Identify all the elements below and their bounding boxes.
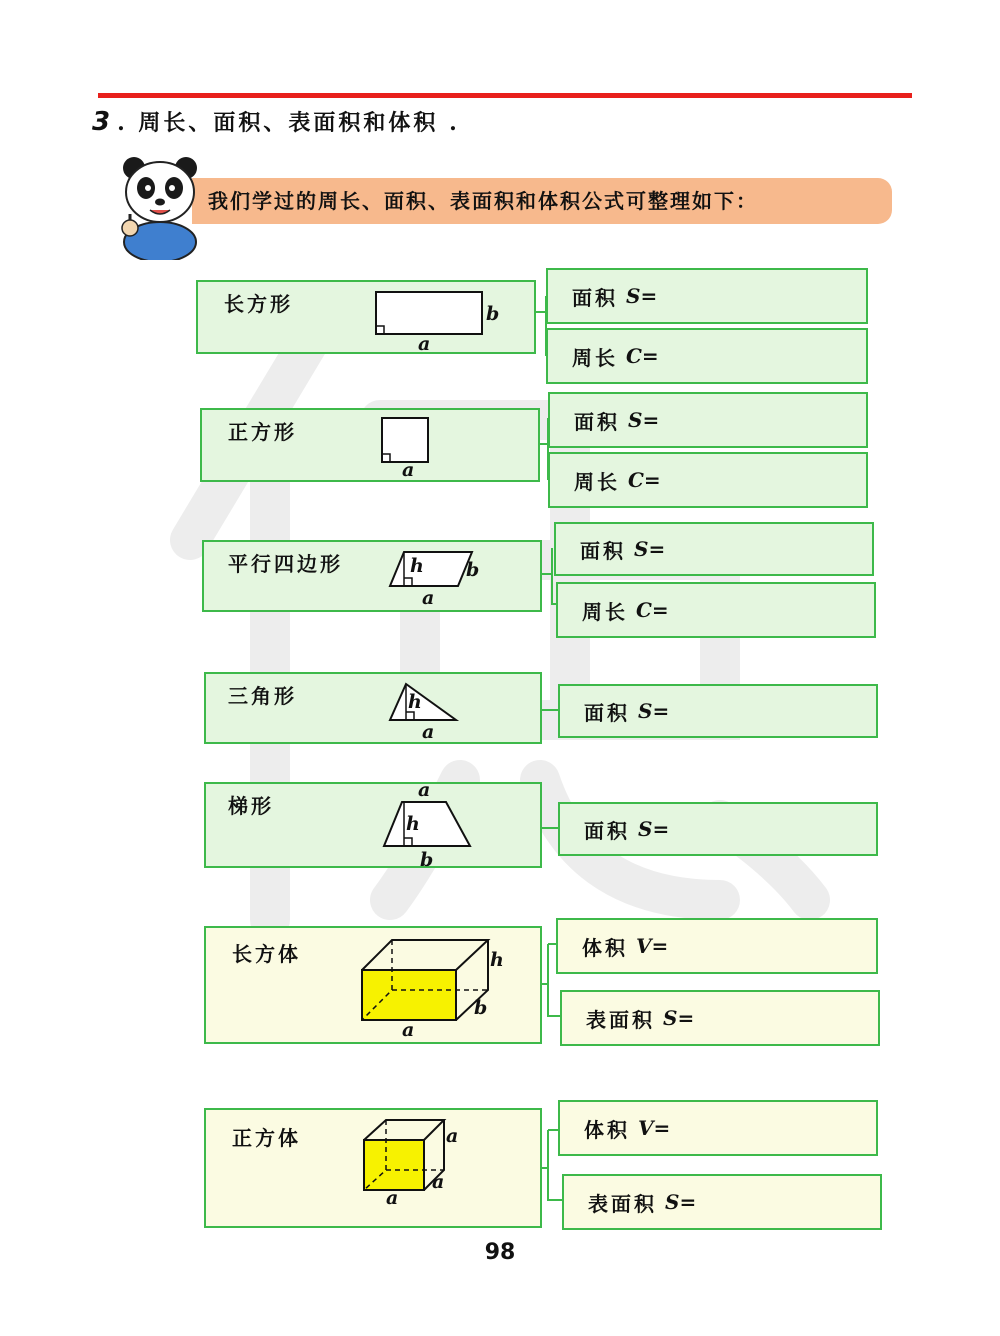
formula-var: S= xyxy=(634,537,666,561)
shape-name-parallelogram: 平行四边形 xyxy=(228,552,343,576)
formula-var: S= xyxy=(663,1006,695,1030)
formula-label: 面积 xyxy=(584,818,630,843)
tri-label-a: a xyxy=(422,721,435,742)
cube-volume-field[interactable] xyxy=(558,1100,878,1156)
formula-label: 周长 xyxy=(572,345,618,370)
trapezoid-area-field[interactable] xyxy=(558,802,878,856)
formula-var: S= xyxy=(638,817,670,841)
rectangle-figure xyxy=(360,286,510,354)
formula-var: S= xyxy=(638,699,670,723)
para-label-h: h xyxy=(410,555,424,577)
cube-surface-field[interactable] xyxy=(562,1174,882,1230)
formula-var: S= xyxy=(665,1190,697,1214)
formula-label: 面积 xyxy=(574,409,620,434)
cuboid-figure xyxy=(350,930,520,1042)
parallelogram-figure xyxy=(380,540,490,610)
formula-var: V= xyxy=(638,1116,671,1140)
formula-var: S= xyxy=(628,408,660,432)
triangle-figure xyxy=(380,676,470,742)
rectangle-area-field[interactable] xyxy=(546,268,868,324)
square-figure xyxy=(370,412,450,480)
trap-label-h: h xyxy=(406,813,420,835)
formula-var: C= xyxy=(628,468,661,492)
formula-label: 面积 xyxy=(572,285,618,310)
rectangle-perimeter-field[interactable] xyxy=(546,328,868,384)
cube-label-a-side: a xyxy=(446,1125,459,1147)
formula-var: V= xyxy=(636,934,669,958)
cube-label-a-bottom: a xyxy=(386,1187,399,1209)
tri-label-h: h xyxy=(408,691,422,713)
shape-name-triangle: 三角形 xyxy=(228,684,297,708)
cuboid-label-h: h xyxy=(490,949,504,971)
formula-label: 周长 xyxy=(582,599,628,624)
cuboid-label-b: b xyxy=(474,997,488,1019)
rect-label-b: b xyxy=(486,303,500,325)
trap-label-a: a xyxy=(418,779,431,801)
shape-name-trapezoid: 梯形 xyxy=(228,794,274,818)
formula-label: 面积 xyxy=(584,700,630,725)
cuboid-surface-field[interactable] xyxy=(560,990,880,1046)
formula-label: 表面积 xyxy=(586,1007,655,1032)
formula-label: 体积 xyxy=(582,935,628,960)
formula-var: C= xyxy=(626,344,659,368)
cuboid-volume-field[interactable] xyxy=(556,918,878,974)
square-perimeter-field[interactable] xyxy=(548,452,868,508)
square-label-a: a xyxy=(402,459,415,480)
cube-label-a-depth: a xyxy=(432,1171,445,1193)
shape-name-cuboid: 长方体 xyxy=(232,942,301,966)
formula-label: 面积 xyxy=(580,538,626,563)
cuboid-label-a: a xyxy=(402,1019,415,1041)
formula-label: 周长 xyxy=(574,469,620,494)
cube-figure xyxy=(352,1114,472,1214)
shape-name-rectangle: 长方形 xyxy=(224,292,293,316)
formula-label: 表面积 xyxy=(588,1191,657,1216)
trap-label-b: b xyxy=(420,849,434,870)
square-area-field[interactable] xyxy=(548,392,868,448)
para-label-b: b xyxy=(466,559,480,581)
intro-banner: 我们学过的周长、面积、表面积和体积公式可整理如下： xyxy=(192,178,892,224)
formula-var: S= xyxy=(626,284,658,308)
formula-label: 体积 xyxy=(584,1117,630,1142)
rect-label-a: a xyxy=(418,333,431,354)
triangle-area-field[interactable] xyxy=(558,684,878,738)
shape-name-cube: 正方体 xyxy=(232,1126,301,1150)
shape-name-square: 正方形 xyxy=(228,420,297,444)
formula-var: C= xyxy=(636,598,669,622)
para-label-a: a xyxy=(422,587,435,609)
parallelogram-perimeter-field[interactable] xyxy=(556,582,876,638)
section-number: 3 xyxy=(92,107,114,137)
page-number: 98 xyxy=(484,1240,516,1265)
trapezoid-figure xyxy=(376,778,476,870)
section-title: . 周长、面积、表面积和体积 . xyxy=(117,110,460,136)
parallelogram-area-field[interactable] xyxy=(554,522,874,576)
